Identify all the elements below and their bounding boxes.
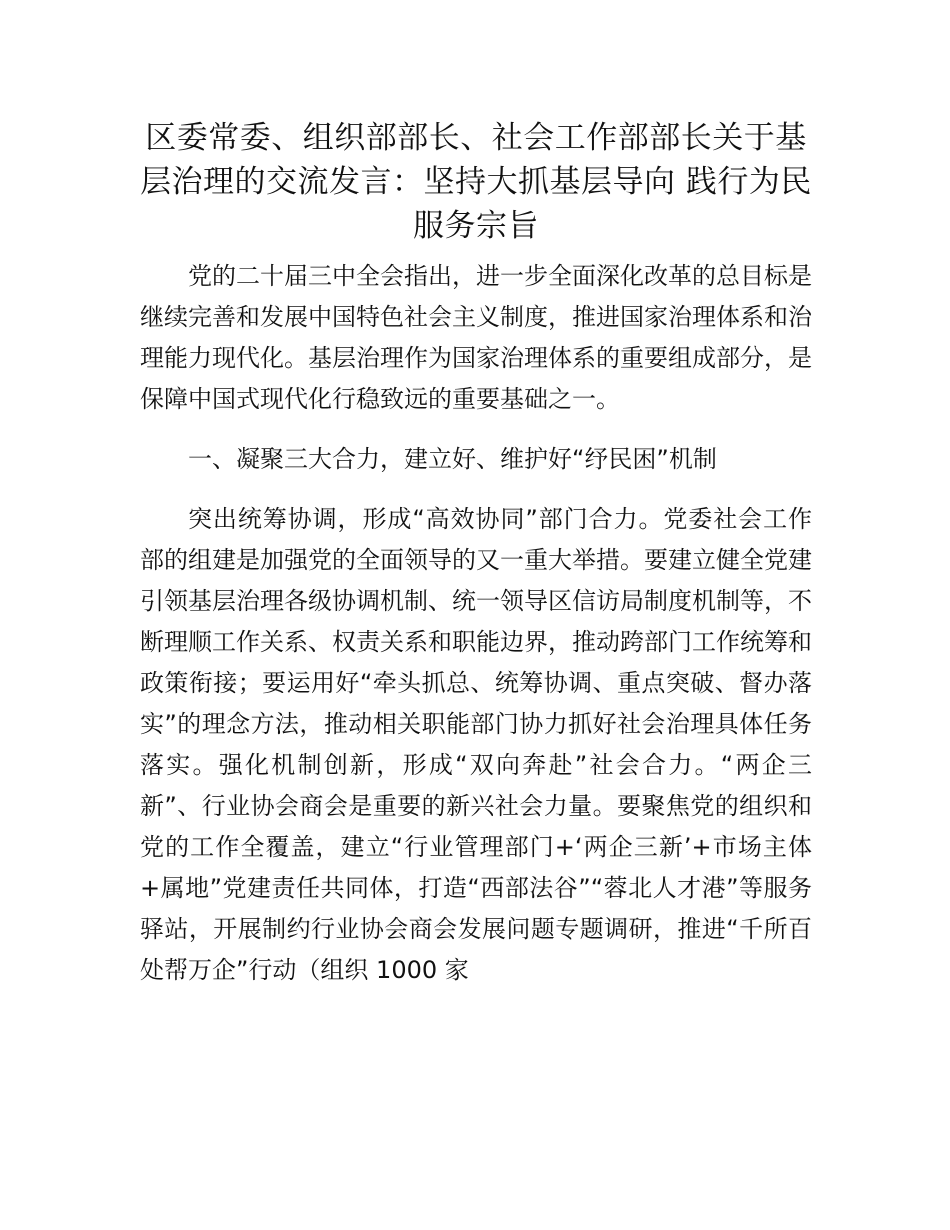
document-title: 区委常委、组织部部长、社会工作部部长关于基层治理的交流发言：坚持大抓基层导向 践行为民服务宗旨 [140, 120, 812, 244]
section-heading-one: 一、凝聚三大合力，建立好、维护好“纾民困”机制 [188, 445, 717, 473]
body-paragraph: 突出统筹协调，形成“高效协同”部门合力。党委社会工作部的组建是加强党的全面领导的又一重大举措。要建立健全党建引领基层治理各级协调机制、统一领导区信访局制度机制等，不断理顺工作关系、权责关系和职能边界，推动跨部门工作统筹和政策衔接；要运用好“牵头抓总、统筹协调、重点突破、督办落实”的理念方法，推动相关职能部门协力抓好社会治理具体任务落实。强化机制创新，形成“双向奔赴”社会合力。“两企三新”、行业协会商会是重要的新兴社会力量。要聚焦党的组织和党的工作全覆盖，建立“行业管理部门+‘两企三新’+市场主体+属地”党建责任共同体，打造“西部法谷”“蓉北人才港”等服务驿站，开展制约行业协会商会发展问题专题调研，推进“千所百处帮万企”行动（组织 1000 家 [140, 505, 812, 984]
document-body [140, 256, 812, 1010]
intro-paragraph: 党的二十届三中全会指出，进一步全面深化改革的总目标是继续完善和发展中国特色社会主义制度，推进国家治理体系和治理能力现代化。基层治理作为国家治理体系的重要组成部分，是保障中国式现代化行稳致远的重要基础之一。 [140, 262, 812, 413]
